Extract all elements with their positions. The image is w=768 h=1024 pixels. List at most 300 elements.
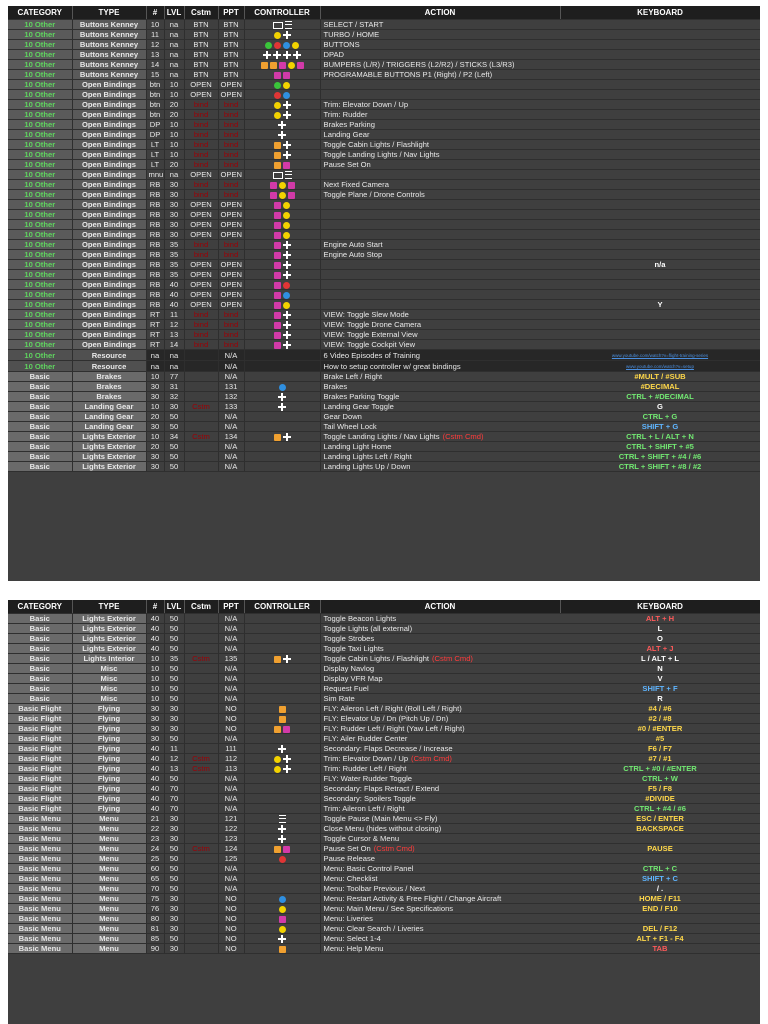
cell-action [320,944,560,954]
cell-num: 65 [146,874,164,884]
cell-cstm [184,372,218,382]
cell-lvl: 12 [164,754,184,764]
cell-cstm: OPEN [184,280,218,290]
cell-controller [244,240,320,250]
cell-keyboard [560,350,760,361]
cell-category: Basic Menu [8,874,72,884]
cell-category: Basic Menu [8,934,72,944]
cell-num: RB [146,210,164,220]
cell-category: Basic [8,644,72,654]
resource-link[interactable]: www.youtube.com/watch?v=setup [626,364,694,369]
cell-keyboard [560,412,760,422]
cell-cstm: Cstm [184,402,218,412]
cell-type: Open Bindings [72,330,146,340]
table-row[interactable] [8,914,760,924]
header-cstm[interactable]: Cstm [184,600,218,614]
table-row[interactable] [8,270,760,280]
header-keyboard[interactable]: KEYBOARD [560,600,760,614]
cell-controller [244,150,320,160]
table-row[interactable] [8,744,760,754]
keyboard-shortcut: CTRL + #4 / #6 [634,804,686,813]
cell-action [320,290,560,300]
action-label: Menu: Basic Control Panel [323,864,414,873]
table-row[interactable] [8,694,760,704]
cell-num: na [146,361,164,372]
cell-controller [244,794,320,804]
cell-cstm [184,664,218,674]
table-row[interactable] [8,110,760,120]
bindings-table-bottom [8,600,760,1024]
cell-num: LT [146,160,164,170]
cell-num: 20 [146,412,164,422]
table-row[interactable] [8,432,760,442]
cell-keyboard [560,834,760,844]
cell-ppt: N/A [218,361,244,372]
header-category[interactable]: CATEGORY [8,600,72,614]
right-bumper-icon [288,182,295,189]
table-row[interactable] [8,30,760,40]
table-row[interactable] [8,764,760,774]
table-row[interactable] [8,160,760,170]
cell-cstm [184,350,218,361]
cell-ppt: N/A [218,874,244,884]
right-bumper-icon [274,292,281,299]
cell-cstm [184,864,218,874]
cell-category: 10 Other [8,180,72,190]
table-body-bottom [8,614,760,954]
cell-ppt: OPEN [218,230,244,240]
header-num[interactable]: # [146,600,164,614]
table-row[interactable] [8,210,760,220]
cell-action [320,230,560,240]
cell-lvl: na [164,350,184,361]
table-row[interactable] [8,794,760,804]
cell-action [320,250,560,260]
keyboard-shortcut: ALT + J [646,644,674,653]
table-row[interactable] [8,200,760,210]
cell-action [320,714,560,724]
table-row[interactable] [8,784,760,794]
table-row[interactable] [8,260,760,270]
b-button-icon [283,282,290,289]
keyboard-shortcut: ALT + F1 - F4 [636,934,684,943]
cell-controller [244,280,320,290]
keyboard-shortcut: V [657,674,663,683]
cell-category: 10 Other [8,350,72,361]
table-row[interactable] [8,402,760,412]
cell-controller [244,330,320,340]
table-row[interactable] [8,361,760,372]
a-button-icon [274,82,281,89]
cell-keyboard [560,200,760,210]
table-row[interactable] [8,50,760,60]
cell-num: 10 [146,694,164,704]
cell-ppt: OPEN [218,300,244,310]
table-row[interactable] [8,644,760,654]
cell-lvl: 50 [164,634,184,644]
cell-category: 10 Other [8,290,72,300]
header-lvl[interactable]: LVL [164,6,184,20]
table-row[interactable] [8,170,760,180]
action-label: Toggle Lights (all external) [323,624,413,633]
header-action[interactable]: ACTION [320,6,560,20]
cell-action [320,330,560,340]
table-row[interactable] [8,80,760,90]
cell-action [320,674,560,684]
table-row[interactable] [8,120,760,130]
table-row[interactable] [8,804,760,814]
cell-cstm [184,684,218,694]
table-row[interactable] [8,20,760,30]
dpad-icon [278,403,286,411]
cell-controller [244,290,320,300]
custom-command-note: (Cstm Cmd) [373,844,415,853]
cell-controller [244,130,320,140]
table-row[interactable] [8,140,760,150]
table-row[interactable] [8,300,760,310]
table-row[interactable] [8,754,760,764]
header-category[interactable]: CATEGORY [8,6,72,20]
table-row[interactable] [8,330,760,340]
keyboard-shortcut: L / ALT + L [640,654,680,663]
table-row[interactable] [8,382,760,392]
cell-num: 40 [146,794,164,804]
action-label: Toggle Plane / Drone Controls [323,190,425,199]
cell-num: 15 [146,70,164,80]
right-bumper-icon [270,182,277,189]
table-row[interactable] [8,422,760,432]
right-bumper-icon [274,222,281,229]
table-row[interactable] [8,774,760,784]
table-row[interactable] [8,624,760,634]
cell-keyboard [560,794,760,804]
action-label: Secondary: Flaps Retract / Extend [323,784,440,793]
keyboard-shortcut: Y [657,300,663,309]
cell-keyboard [560,80,760,90]
table-row[interactable] [8,664,760,674]
cell-controller [244,634,320,644]
cell-keyboard [560,210,760,220]
cell-cstm: bind [184,150,218,160]
cell-type: Flying [72,724,146,734]
cell-type: Open Bindings [72,320,146,330]
cell-action [320,854,560,864]
table-row[interactable] [8,350,760,361]
header-cstm[interactable]: Cstm [184,6,218,20]
cell-num: 40 [146,804,164,814]
cell-keyboard [560,814,760,824]
cell-controller [244,250,320,260]
cell-category: Basic Flight [8,724,72,734]
table-row[interactable] [8,904,760,914]
table-row[interactable] [8,704,760,714]
table-row[interactable] [8,614,760,624]
table-row[interactable] [8,834,760,844]
cell-cstm [184,794,218,804]
cell-lvl: 30 [164,230,184,240]
cell-keyboard [560,884,760,894]
cell-type: Open Bindings [72,230,146,240]
table-row[interactable] [8,60,760,70]
keyboard-shortcut: CTRL + SHIFT + #4 / #6 [618,452,702,461]
table-row[interactable] [8,734,760,744]
cell-ppt: bind [218,340,244,350]
keyboard-shortcut: SHIFT + F [642,684,678,693]
header-type[interactable]: TYPE [72,6,146,20]
cell-type: Flying [72,704,146,714]
cell-cstm: BTN [184,50,218,60]
action-label: Trim: Rudder [323,110,368,119]
cell-type: Lights Exterior [72,442,146,452]
header-num[interactable]: # [146,6,164,20]
action-label: Close Menu (hides without closing) [323,824,442,833]
cell-lvl: 70 [164,804,184,814]
right-bumper-icon [279,62,286,69]
cell-cstm: OPEN [184,200,218,210]
header-controller[interactable]: CONTROLLER [244,600,320,614]
cell-cstm [184,944,218,954]
cell-num: RB [146,260,164,270]
action-label: Brakes [323,382,348,391]
cell-cstm: bind [184,100,218,110]
table-row[interactable] [8,634,760,644]
cell-type: Resource [72,361,146,372]
cell-keyboard [560,714,760,724]
cell-num: 81 [146,924,164,934]
table-row[interactable] [8,130,760,140]
cell-num: RT [146,330,164,340]
table-row[interactable] [8,924,760,934]
action-label: Toggle Pause (Main Menu <> Fly) [323,814,438,823]
cell-cstm [184,674,218,684]
table-row[interactable] [8,884,760,894]
table-row[interactable] [8,814,760,824]
cell-action [320,614,560,624]
right-bumper-icon [274,272,281,279]
cell-cstm: Cstm [184,432,218,442]
cell-num: 30 [146,452,164,462]
table-row[interactable] [8,654,760,664]
table-row[interactable] [8,392,760,402]
cell-type: Flying [72,784,146,794]
table-row[interactable] [8,934,760,944]
view-button-icon [273,172,283,179]
table-row[interactable] [8,452,760,462]
cell-category: Basic [8,694,72,704]
table-row[interactable] [8,150,760,160]
cell-action [320,60,560,70]
table-row[interactable] [8,290,760,300]
cell-num: RT [146,310,164,320]
cell-lvl: 50 [164,624,184,634]
cell-action [320,40,560,50]
cell-lvl: 35 [164,654,184,664]
cell-lvl: na [164,60,184,70]
cell-keyboard [560,150,760,160]
cell-ppt: NO [218,924,244,934]
cell-cstm: Cstm [184,764,218,774]
header-ppt[interactable]: PPT [218,6,244,20]
cell-controller [244,804,320,814]
header-keyboard[interactable]: KEYBOARD [560,6,760,20]
table-row[interactable] [8,220,760,230]
cell-action [320,694,560,704]
table-row[interactable] [8,190,760,200]
cell-type: Open Bindings [72,270,146,280]
table-row[interactable] [8,714,760,724]
cell-category: Basic [8,372,72,382]
action-label: Landing Light Home [323,442,392,451]
left-bumper-icon [274,434,281,441]
cell-action [320,130,560,140]
table-row[interactable] [8,250,760,260]
cell-controller [244,60,320,70]
keyboard-shortcut: SHIFT + G [641,422,679,431]
cell-lvl: 50 [164,442,184,452]
table-row[interactable] [8,320,760,330]
action-label: Menu: Restart Activity & Free Flight / Change Aircraft [323,894,502,903]
action-label: FLY: Aileron Left / Right (Roll Left / Right) [323,704,462,713]
table-row[interactable] [8,100,760,110]
cell-category: 10 Other [8,90,72,100]
table-row[interactable] [8,40,760,50]
header-action[interactable]: ACTION [320,600,560,614]
cell-category: Basic Menu [8,844,72,854]
cell-num: 22 [146,824,164,834]
table-row[interactable] [8,684,760,694]
cell-num: 40 [146,624,164,634]
table-row[interactable] [8,944,760,954]
cell-keyboard [560,614,760,624]
cell-lvl: 50 [164,614,184,624]
dpad-icon [283,111,291,119]
cell-num: DP [146,130,164,140]
cell-ppt: bind [218,140,244,150]
table-row[interactable] [8,412,760,422]
keyboard-shortcut: CTRL + SHIFT + #5 [626,442,694,451]
cell-action [320,924,560,934]
cell-action [320,340,560,350]
cell-type: Open Bindings [72,140,146,150]
table-row[interactable] [8,90,760,100]
cell-cstm [184,714,218,724]
action-label: Engine Auto Start [323,240,383,249]
table-row[interactable] [8,462,760,472]
cell-num: RB [146,220,164,230]
cell-num: 30 [146,704,164,714]
table-row[interactable] [8,230,760,240]
cell-type: Open Bindings [72,290,146,300]
cell-type: Menu [72,824,146,834]
table-row[interactable] [8,240,760,250]
table-row[interactable] [8,724,760,734]
cell-ppt: OPEN [218,90,244,100]
cell-category: 10 Other [8,361,72,372]
action-label: Menu: Clear Search / Liveries [323,924,424,933]
table-row[interactable] [8,874,760,884]
cell-lvl: 10 [164,150,184,160]
header-lvl[interactable]: LVL [164,600,184,614]
cell-category: Basic [8,432,72,442]
table-row[interactable] [8,340,760,350]
cell-type: Open Bindings [72,150,146,160]
dpad-icon [283,341,291,349]
action-label: Toggle Landing Lights / Nav Lights [323,150,440,159]
keyboard-shortcut: #2 / #8 [648,714,672,723]
cell-category: 10 Other [8,220,72,230]
cell-action [320,200,560,210]
cell-type: Lights Exterior [72,644,146,654]
cell-cstm: bind [184,130,218,140]
cell-lvl: 50 [164,452,184,462]
cell-keyboard [560,270,760,280]
cell-type: Flying [72,714,146,724]
table-row[interactable] [8,824,760,834]
cell-keyboard [560,944,760,954]
cell-ppt: N/A [218,864,244,874]
right-bumper-icon [274,322,281,329]
table-row[interactable] [8,864,760,874]
cell-action [320,50,560,60]
table-row[interactable] [8,280,760,290]
cell-controller [244,734,320,744]
cell-ppt: N/A [218,462,244,472]
cell-type: Menu [72,854,146,864]
cell-type: Open Bindings [72,190,146,200]
cell-cstm [184,784,218,794]
action-label: Toggle Landing Lights / Nav Lights [323,432,440,441]
table-row[interactable] [8,70,760,80]
cell-ppt: bind [218,110,244,120]
header-controller[interactable]: CONTROLLER [244,6,320,20]
resource-link[interactable]: www.youtube.com/watch?v=flight-training-series [611,353,709,358]
cell-category: Basic Flight [8,734,72,744]
table-row[interactable] [8,674,760,684]
table-row[interactable] [8,894,760,904]
table-row[interactable] [8,372,760,382]
header-ppt[interactable]: PPT [218,600,244,614]
cell-keyboard [560,290,760,300]
cell-lvl: 13 [164,764,184,774]
cell-keyboard [560,372,760,382]
table-row[interactable] [8,854,760,864]
cell-controller [244,814,320,824]
cell-keyboard [560,854,760,864]
cell-ppt: N/A [218,734,244,744]
cell-controller [244,644,320,654]
y-button-icon [283,232,290,239]
right-bumper-icon [274,312,281,319]
cell-num: 13 [146,50,164,60]
cell-category: 10 Other [8,100,72,110]
cell-category: 10 Other [8,190,72,200]
cell-action [320,884,560,894]
table-row[interactable] [8,310,760,320]
cell-keyboard [560,160,760,170]
cell-keyboard [560,844,760,854]
cell-lvl: 35 [164,270,184,280]
header-type[interactable]: TYPE [72,600,146,614]
cell-category: Basic Flight [8,794,72,804]
y-button-icon [283,202,290,209]
table-row[interactable] [8,844,760,854]
table-row[interactable] [8,180,760,190]
right-bumper-icon [283,162,290,169]
cell-action [320,280,560,290]
cell-cstm [184,854,218,864]
cell-category: Basic [8,654,72,664]
table-row[interactable] [8,442,760,452]
